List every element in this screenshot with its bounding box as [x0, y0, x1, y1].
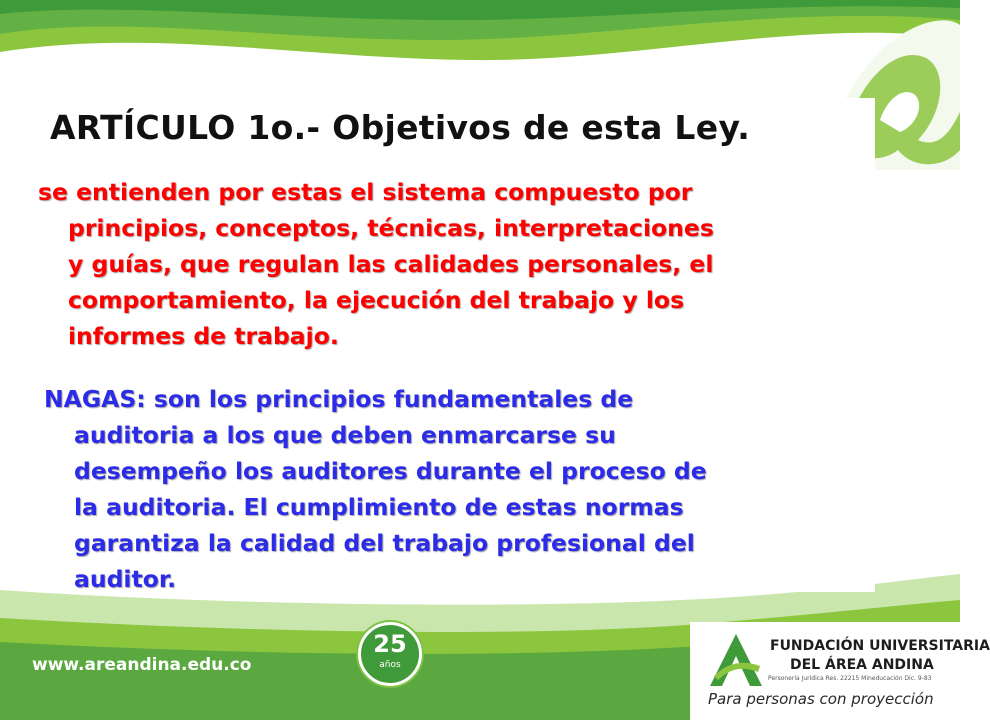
logo-small-text: Personería Jurídica Res. 22215 Mineducación Dic. 9-83: [768, 675, 932, 682]
logo-line-1: FUNDACIÓN UNIVERSITARIA: [770, 638, 990, 654]
areandina-a-logo-icon: [708, 632, 764, 688]
blue-line: la auditoria. El cumplimiento de estas normas: [74, 493, 684, 521]
blue-line: garantiza la calidad del trabajo profesional del: [74, 529, 695, 557]
25-years-badge-icon: [358, 622, 422, 686]
badge-label: años: [379, 660, 401, 670]
website-link[interactable]: www.areandina.edu.co: [32, 655, 252, 675]
blue-line: auditoria a los que deben enmarcarse su: [74, 421, 616, 449]
red-paragraph: [38, 174, 838, 354]
blue-paragraph: [44, 381, 840, 597]
tagline: Para personas con proyección: [708, 690, 934, 708]
blue-line: desempeño los auditores durante el proceso de: [74, 457, 707, 485]
blue-line: auditor.: [74, 565, 177, 593]
red-line: principios, conceptos, técnicas, interpretaciones: [68, 214, 714, 242]
red-line: se entienden por estas el sistema compuesto por: [38, 178, 693, 206]
blue-line: NAGAS: son los principios fundamentales de: [44, 385, 634, 413]
red-line: y guías, que regulan las calidades personales, el: [68, 250, 714, 278]
logo-line-2: DEL ÁREA ANDINA: [790, 657, 934, 673]
red-line: informes de trabajo.: [68, 322, 339, 350]
badge-number: 25: [373, 630, 407, 658]
red-line: comportamiento, la ejecución del trabajo y los: [68, 286, 685, 314]
slide-title: ARTÍCULO 1o.- Objetivos de esta Ley.: [50, 108, 751, 147]
